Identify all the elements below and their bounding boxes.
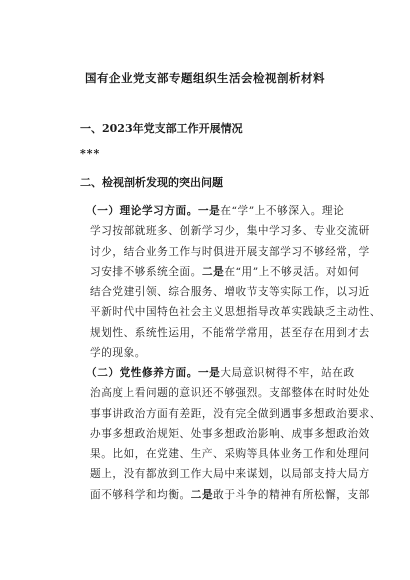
paragraph-line: 平新时代中国特色社会主义思想指导改革实践缺乏主动性、 <box>90 306 382 319</box>
paragraph-line: 治高度上看问题的意识还不够强烈。支部整体在时时处处 <box>90 387 370 400</box>
section-separator: *** <box>80 147 101 160</box>
paragraph-line: 学的现象。 <box>90 347 146 360</box>
section-heading-2: 二、检视剖析发现的突出问题 <box>80 176 223 189</box>
text-run: 面不够科学和均衡。 <box>90 488 191 501</box>
paragraph-line: 事事讲政治方面有差距，没有完全做到遇事多想政治要求、 <box>90 407 382 420</box>
text-run: 习安排不够系统全面。 <box>90 265 202 278</box>
text-run: 在“用”上不够灵活。对如何 <box>224 265 360 278</box>
paragraph-line: 办事多想政治规矩、处事多想政治影响、成事多想政治效 <box>90 427 370 440</box>
paragraph-theory-study <box>86 201 382 363</box>
point-lead: 二是 <box>201 265 225 278</box>
document-title: 国有企业党支部专题组织生活会检视剖析材料 <box>85 71 325 85</box>
paragraph-line <box>90 262 360 282</box>
paragraph-party-spirit <box>86 363 382 505</box>
point-lead: 一是 <box>197 205 221 217</box>
paragraph-line: 规划性、系统性运用，不能常学常用，甚至存在用到才去 <box>90 326 370 339</box>
subsection-label: （二）党性修养方面。 <box>86 367 198 379</box>
paragraph-line <box>86 201 345 221</box>
paragraph-line: 讨少，结合业务工作与时俱进开展支部学习不够经常，学 <box>90 245 370 258</box>
paragraph-line: 果。比如，在党建、生产、采购等具体业务工作和处理问 <box>90 448 370 461</box>
paragraph-line <box>86 363 355 383</box>
point-lead: 二是 <box>190 488 214 501</box>
text-run: 在“学”上不够深入。理论 <box>220 205 345 217</box>
paragraph-line: 题上，没有都放到工作大局中来谋划，以局部支持大局方 <box>90 468 370 481</box>
paragraph-line <box>90 485 370 505</box>
text-run: 敢于斗争的精神有所松懈，支部 <box>213 488 370 501</box>
section-heading-1: 一、2023年党支部工作开展情况 <box>80 122 243 135</box>
paragraph-line: 结合党建引领、综合服务、增收节支等实际工作，以习近 <box>90 286 370 299</box>
text-run: 大局意识树得不牢，站在政 <box>220 367 355 379</box>
paragraph-line: 学习按部就班多、创新学习少，集中学习多、专业交流研 <box>90 225 370 238</box>
subsection-label: （一）理论学习方面。 <box>86 205 198 217</box>
point-lead: 一是 <box>197 367 221 379</box>
